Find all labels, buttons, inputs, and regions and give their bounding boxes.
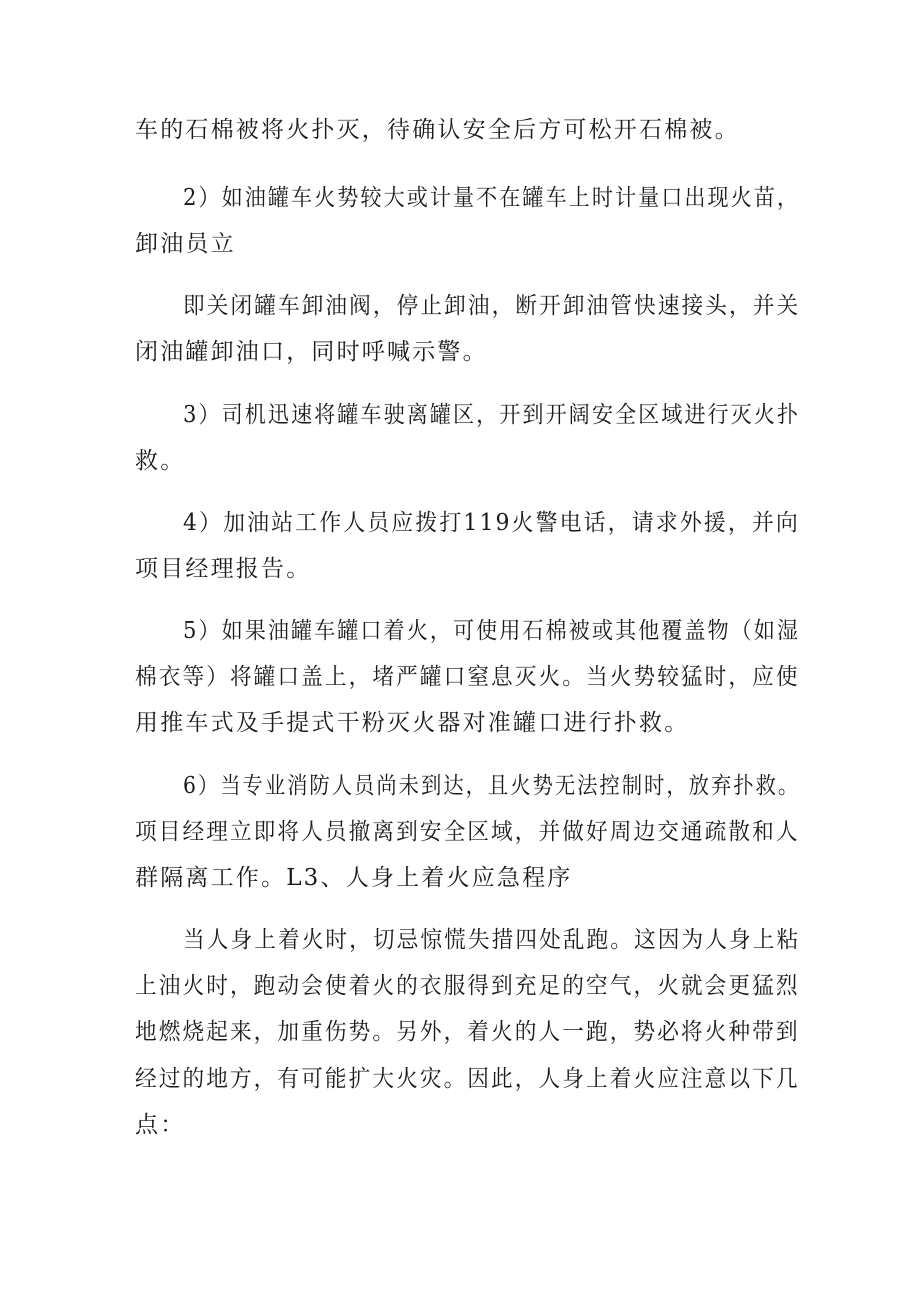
text-line: 当人身上着火时，切忌惊慌失措四处乱跑。这因为人身上粘: [183, 927, 801, 953]
text-line: 群隔离工作。L3、人身上着火应急程序: [135, 865, 573, 891]
text-line: 用推车式及手提式干粉灭火器对准罐口进行扑救。: [135, 710, 690, 736]
text-line: 经过的地方，有可能扩大火灾。因此，人身上着火应注意以下几: [135, 1066, 800, 1092]
text-line: 车的石棉被将火扑灭，待确认安全后方可松开石棉被。: [135, 117, 740, 143]
text-line: 项目经理立即将人员撤离到安全区域，并做好周边交通疏散和人: [135, 819, 800, 845]
text-line: 2）如油罐车火势较大或计量不在罐车上时计量口出现火苗，: [183, 185, 801, 211]
text-line: 4）加油站工作人员应拨打119火警电话，请求外援，并向: [183, 510, 800, 536]
text-line: 点：: [135, 1112, 186, 1138]
text-line: 闭油罐卸油口，同时呼喊示警。: [135, 339, 488, 365]
text-line: 卸油员立: [135, 231, 236, 257]
text-line: 棉衣等）将罐口盖上，堵严罐口窒息灭火。当火势较猛时，应使: [135, 664, 800, 690]
text-line: 即关闭罐车卸油阀，停止卸油，断开卸油管快速接头，并关: [183, 293, 801, 319]
text-line: 3）司机迅速将罐车驶离罐区，开到开阔安全区域进行灭火扑: [183, 402, 801, 428]
text-line: 上油火时，跑动会使着火的衣服得到充足的空气，火就会更猛烈: [135, 973, 800, 999]
text-line: 地燃烧起来，加重伤势。另外，着火的人一跑，势必将火种带到: [135, 1019, 800, 1045]
text-line: 5）如果油罐车罐口着火，可使用石棉被或其他覆盖物（如湿: [183, 618, 801, 644]
text-line: 项目经理报告。: [135, 556, 312, 582]
text-line: 6）当专业消防人员尚未到达，且火势无法控制时，放弃扑救。: [183, 773, 801, 799]
text-line: 救。: [135, 448, 186, 474]
